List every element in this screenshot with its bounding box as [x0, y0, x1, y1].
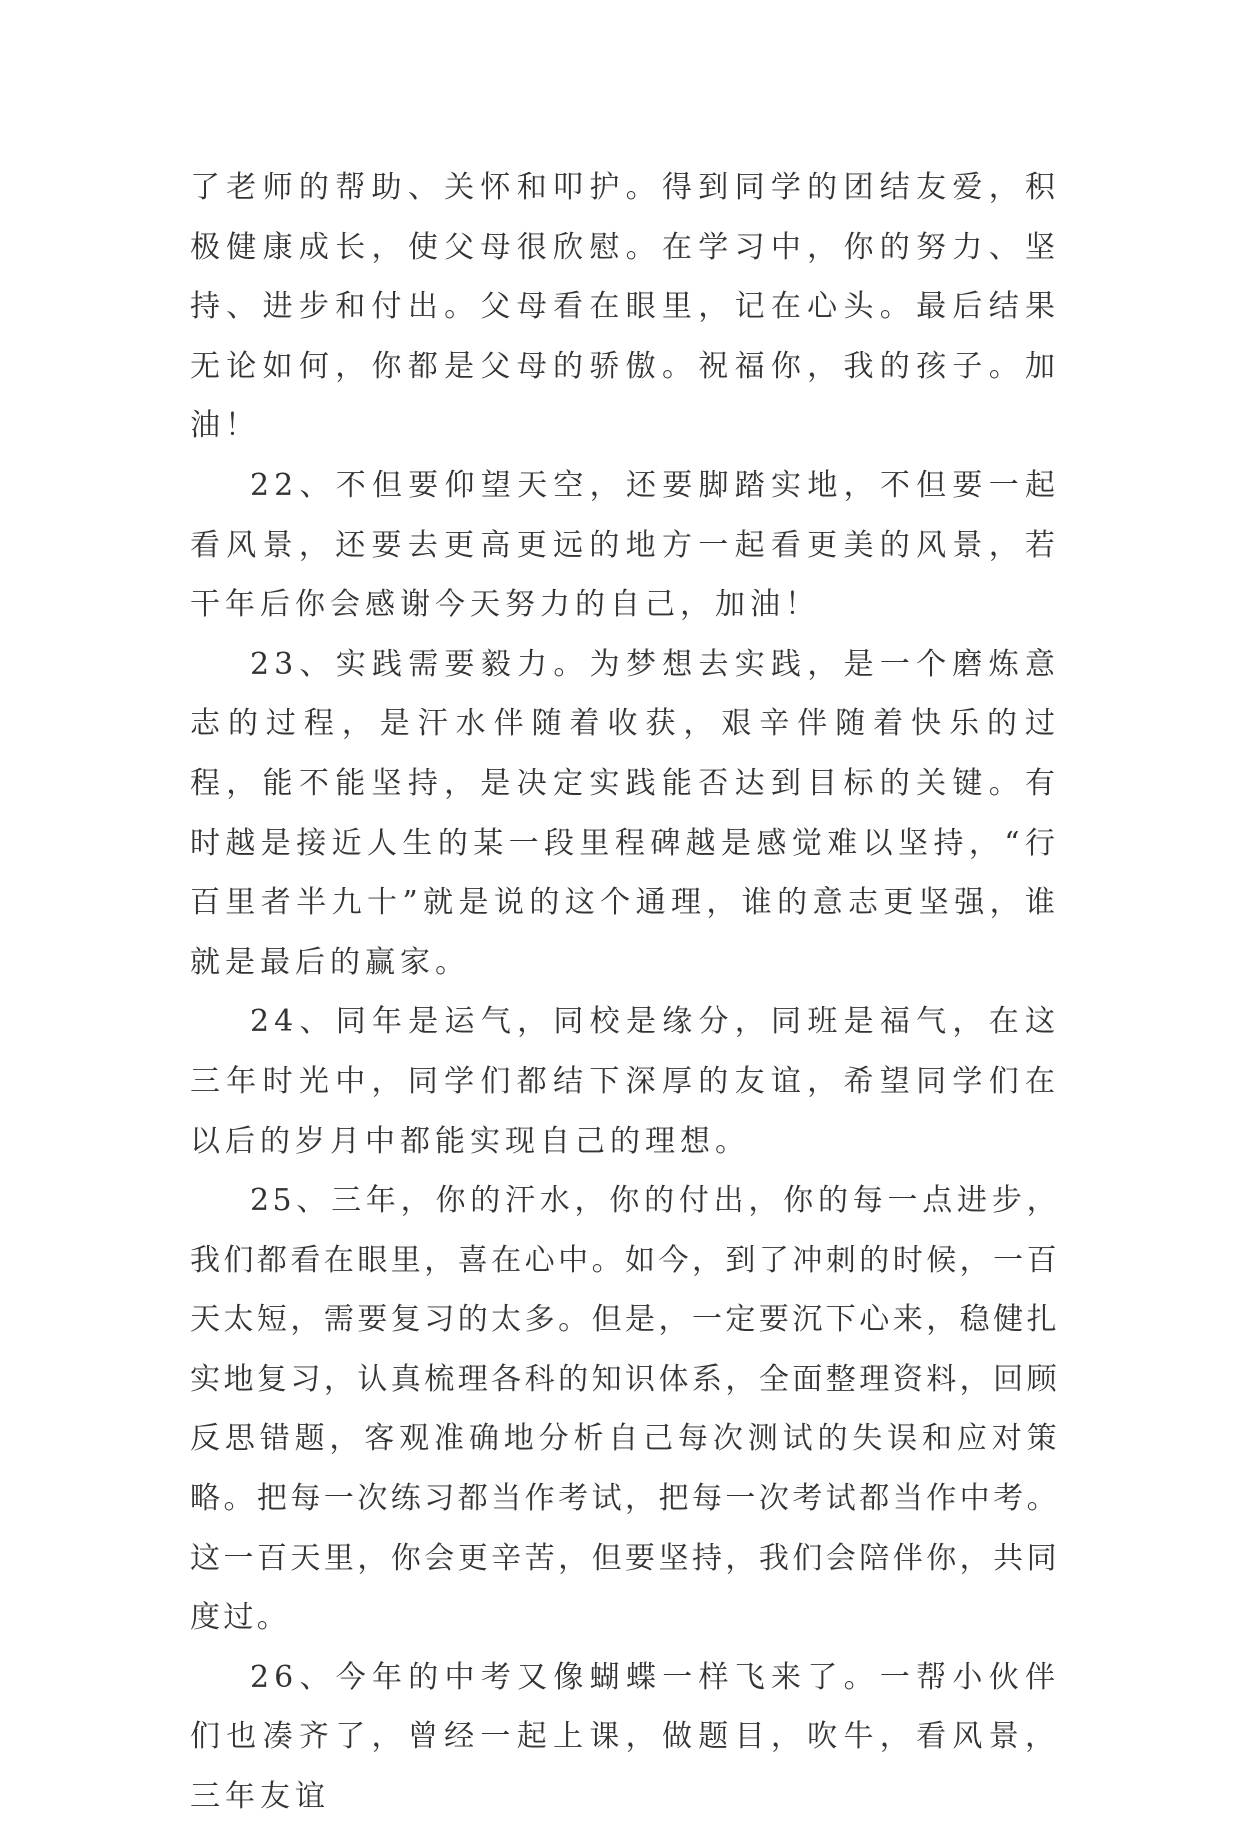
paragraph-26: 26、今年的中考又像蝴蝶一样飞来了。一帮小伙伴们也凑齐了，曾经一起上课，做题目，吹牛，看风景，三年友谊	[190, 1659, 1060, 1815]
paragraph-23: 23、实践需要毅力。为梦想去实践，是一个磨炼意志的过程，是汗水伴随着收获，艰辛伴随着快乐的过程，能不能坚持，是决定实践能否达到目标的关键。有时越是接近人生的某一段里程碑越是感觉难以坚持，“行百里者半九十”就是说的这个通理，谁的意志更坚强，谁就是最后的赢家。	[190, 646, 1060, 980]
paragraph-25: 25、三年，你的汗水，你的付出，你的每一点进步，我们都看在眼里，喜在心中。如今，到了冲刺的时候，一百天太短，需要复习的太多。但是，一定要沉下心来，稳健扎实地复习，认真梳理各科的知识体系，全面整理资料，回顾反思错题，客观准确地分析自己每次测试的失误和应对策略。把每一次练习都当作考试，把每一次考试都当作中考。这一百天里，你会更辛苦，但要坚持，我们会陪伴你，共同度过。	[190, 1183, 1060, 1636]
paragraph-24: 24、同年是运气，同校是缘分，同班是福气，在这三年时光中，同学们都结下深厚的友谊，希望同学们在以后的岁月中都能实现自己的理想。	[190, 1004, 1060, 1159]
document-body	[190, 158, 1060, 1827]
paragraph-22: 22、不但要仰望天空，还要脚踏实地，不但要一起看风景，还要去更高更远的地方一起看更美的风景，若干年后你会感谢今天努力的自己，加油！	[190, 467, 1060, 623]
paragraph-continuation: 了老师的帮助、关怀和叩护。得到同学的团结友爱，积极健康成长，使父母很欣慰。在学习中，你的努力、坚持、进步和付出。父母看在眼里，记在心头。最后结果无论如何，你都是父母的骄傲。祝福你，我的孩子。加油！	[190, 170, 1060, 444]
